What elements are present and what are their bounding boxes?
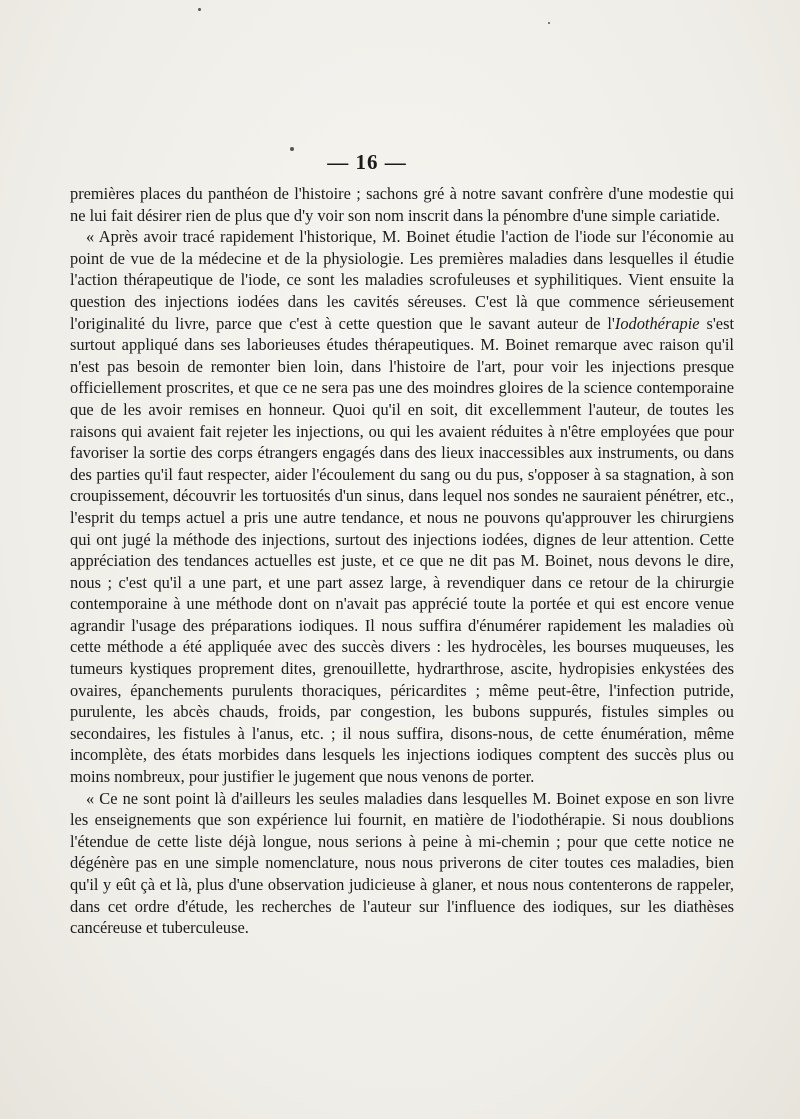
italic-title: Iodothérapie xyxy=(614,313,700,333)
text-segment: premières places du panthéon de l'histoire ; sachons gré à notre savant confrère d'une modestie qui ne lui fait désirer rien de plus que d'y voir son nom inscrit dans la pénombre d'une simple cariatide. xyxy=(70,184,734,225)
paragraph xyxy=(70,788,734,939)
ink-speck xyxy=(548,22,550,24)
ink-speck xyxy=(198,8,201,11)
text-segment: « Ce ne sont point là d'ailleurs les seules maladies dans lesquelles M. Boinet expose en son livre les enseignements que son expérience lui fournit, en matière de l'iodothérapie. Si nous doublions l'étendue de cette liste déjà longue, nous serions à peine à mi-chemin ; pour que cette notice ne dégénère pas en une simple nomenclature, nous nous priverons de citer toutes ces maladies, bien qu'il y eût çà et là, plus d'une observation judicieuse à glaner, et nous nous contenterons de rappeler, dans cet ordre d'étude, les recherches de l'auteur sur l'influence des iodiques, sur les diathèses cancéreuse et tuberculeuse. xyxy=(70,788,734,938)
text-segment: s'est surtout appliqué dans ses laborieuses études thérapeutiques. M. Boinet remarque avec raison qu'il n'est pas besoin de remonter bien loin, dans l'histoire de l'art, pour voir les injections presque officiellement proscrites, et que ce ne sera pas une des moindres gloires de la science contemporaine que de les avoir remises en honneur. Quoi qu'il en soit, dit excellemment l'auteur, de toutes les raisons qui avaient fait rejeter les injections, ou qui les avaient réduites à n'être employées que pour favoriser la sortie des corps étrangers engagés dans des lieux inaccessibles aux instruments, ou dans des parties qu'il faut respecter, aider l'écoulement du sang ou du pus, s'opposer à sa stagnation, à son croupissement, découvrir les tortuosités d'un sinus, dans lequel nos sondes ne sauraient pénétrer, etc., l'esprit du temps actuel a pris une autre tendance, et nous ne pouvons qu'approuver les chirurgiens qui ont jugé la méthode des injections, surtout des injections iodées, dignes de leur attention. Cette appréciation des tendances actuelles est juste, et ce que ne dit pas M. Boinet, nous devons le dire, nous ; c'est qu'il a une part, et une part assez large, à revendiquer dans ce retour de la chirurgie contemporaine à une méthode dont on n'avait pas apprécié toute la portée et qui est encore venue agrandir l'usage des préparations iodiques. Il nous suffira d'énumérer rapidement les maladies où cette méthode a été appliquée avec des succès divers : les hydrocèles, les bourses muqueuses, les tumeurs kystiques proprement dites, grenouillette, hydrarthrose, ascite, hydropisies enkystées des ovaires, épanchements purulents thoraciques, péricardites ; même peut-être, l'infection putride, purulente, les abcès chauds, froids, par congestion, les bubons suppurés, fistules simples ou secondaires, les fistules à l'anus, etc. ; il nous suffira, disons-nous, de cette énumération, même incomplète, des états morbides dans lesquels les injections iodiques comptent des succès plus ou moins nombreux, pour justifier le jugement que nous venons de porter. xyxy=(70,313,735,787)
paragraph xyxy=(70,183,734,226)
page-number: — 16 — xyxy=(327,150,407,174)
text-segment: « Après avoir tracé rapidement l'historique, M. Boinet étudie l'action de l'iode sur l'économie au point de vue de la médecine et de la physiologie. Les premières maladies dans lesquelles il étudie l'action thérapeutique de l'iode, ce sont les maladies scrofuleuses et syphilitiques. Vient ensuite la question des injections iodées dans les cavités séreuses. C'est là que commence sérieusement l'originalité du livre, parce que c'est à cette question que le savant auteur de l' xyxy=(70,227,734,333)
paragraph xyxy=(70,226,734,787)
body-text xyxy=(70,183,734,939)
